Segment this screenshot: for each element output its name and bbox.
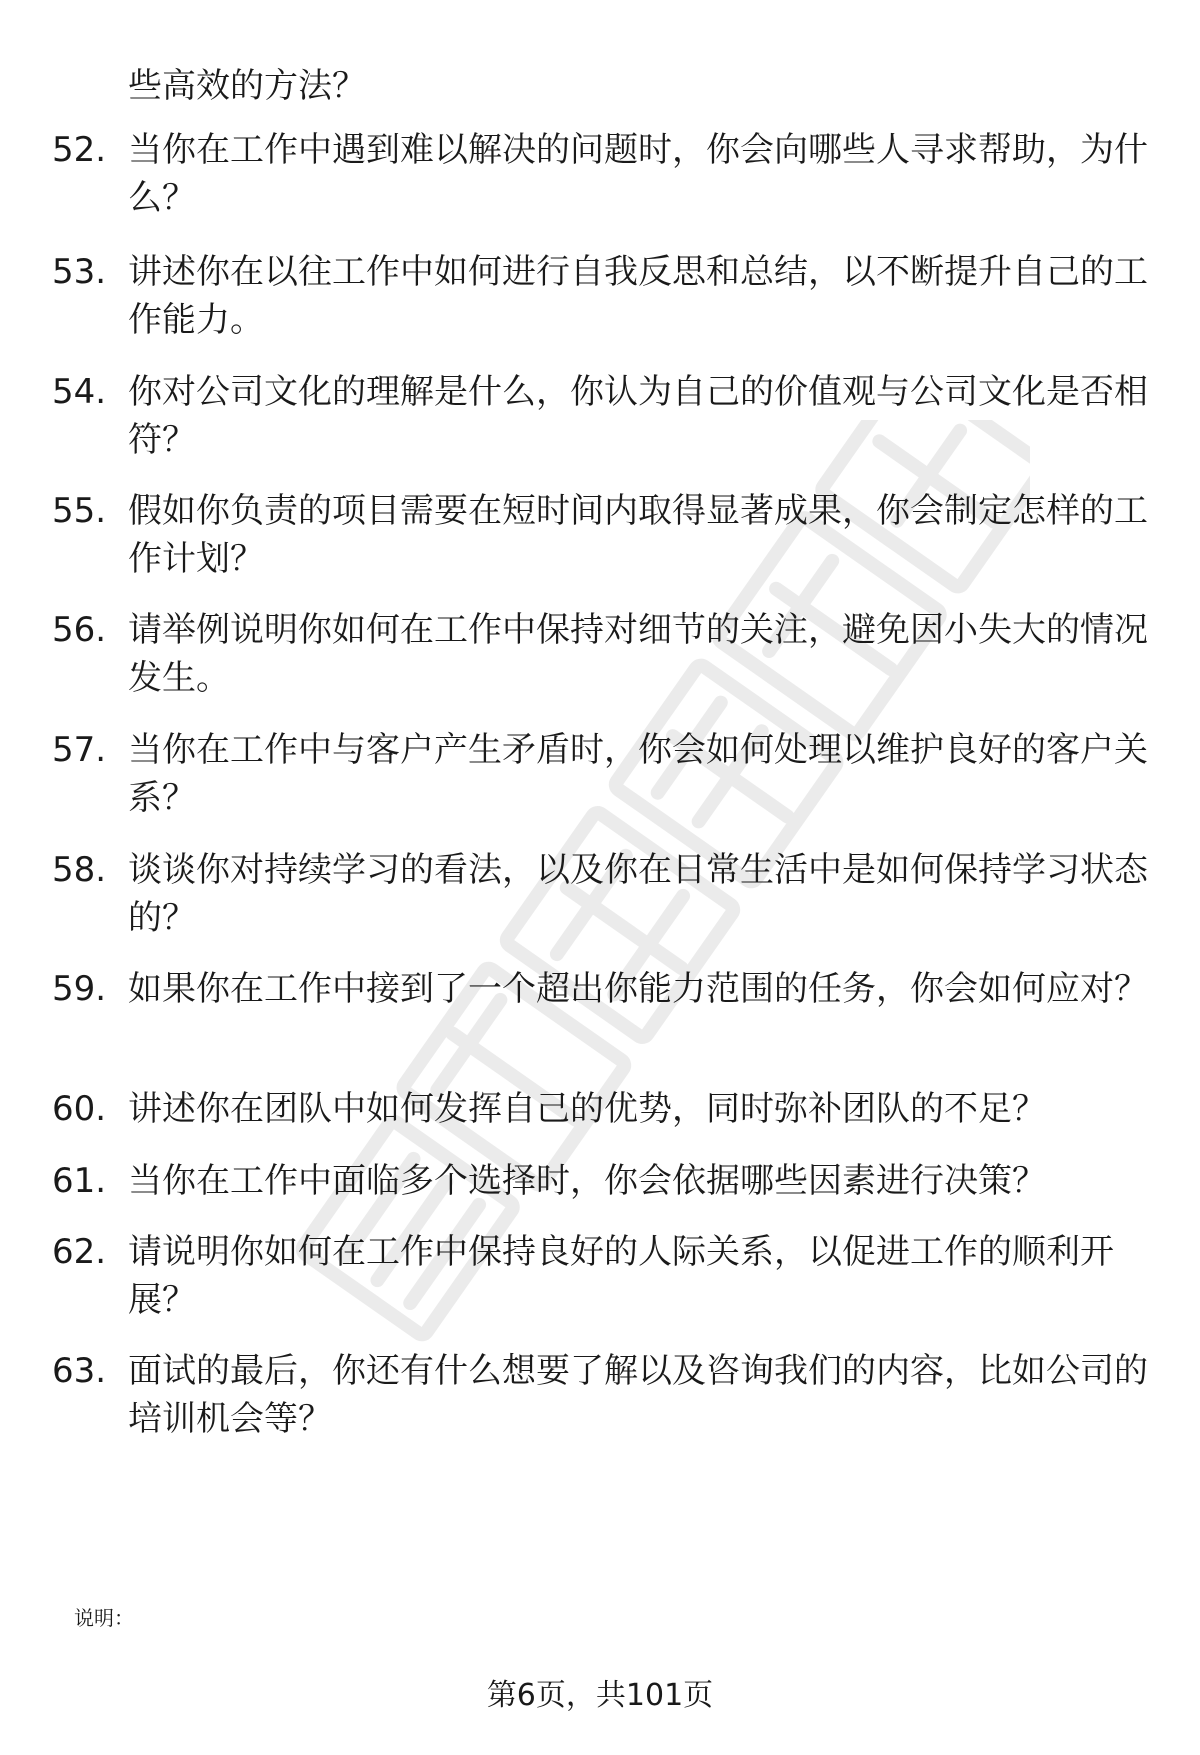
question-text: 讲述你在团队中如何发挥自己的优势，同时弥补团队的不足？	[128, 1089, 1046, 1129]
question-number: 60.	[52, 1089, 107, 1129]
page-footer: 第6页，共101页	[486, 1678, 714, 1713]
question-number: 58.	[52, 850, 107, 890]
question-text: 请举例说明你如何在工作中保持对细节的关注，避免因小失大的情况发生。	[128, 610, 1148, 698]
question-number: 62.	[52, 1232, 107, 1272]
question-text: 如果你在工作中接到了一个超出你能力范围的任务，你会如何应对？	[128, 969, 1148, 1009]
question-text: 讲述你在以往工作中如何进行自我反思和总结，以不断提升自己的工作能力。	[128, 252, 1148, 340]
watermark-text: 职场密训出品	[210, 420, 216, 421]
question-text: 谈谈你对持续学习的看法，以及你在日常生活中是如何保持学习状态的？	[128, 850, 1148, 938]
question-text: 假如你负责的项目需要在短时间内取得显著成果，你会制定怎样的工作计划？	[128, 491, 1148, 579]
question-text: 请说明你如何在工作中保持良好的人际关系，以促进工作的顺利开展？	[128, 1232, 1114, 1320]
continuation-text: 些高效的方法？	[128, 66, 366, 106]
question-text: 当你在工作中面临多个选择时，你会依据哪些因素进行决策？	[128, 1161, 1046, 1201]
question-number: 53.	[52, 252, 107, 292]
question-text: 你对公司文化的理解是什么，你认为自己的价值观与公司文化是否相符？	[128, 372, 1148, 460]
question-text: 面试的最后，你还有什么想要了解以及咨询我们的内容，比如公司的培训机会等？	[128, 1351, 1148, 1439]
question-text: 当你在工作中与客户产生矛盾时，你会如何处理以维护良好的客户关系？	[128, 730, 1148, 818]
note-label: 说明：	[74, 1606, 134, 1630]
question-number: 52.	[52, 130, 107, 170]
question-number: 54.	[52, 372, 107, 412]
question-number: 56.	[52, 610, 107, 650]
question-number: 57.	[52, 730, 107, 770]
question-number: 63.	[52, 1351, 107, 1391]
question-number: 59.	[52, 969, 107, 1009]
question-number: 55.	[52, 491, 107, 531]
question-text: 当你在工作中遇到难以解决的问题时，你会向哪些人寻求帮助，为什么？	[128, 130, 1148, 218]
question-number: 61.	[52, 1161, 107, 1201]
